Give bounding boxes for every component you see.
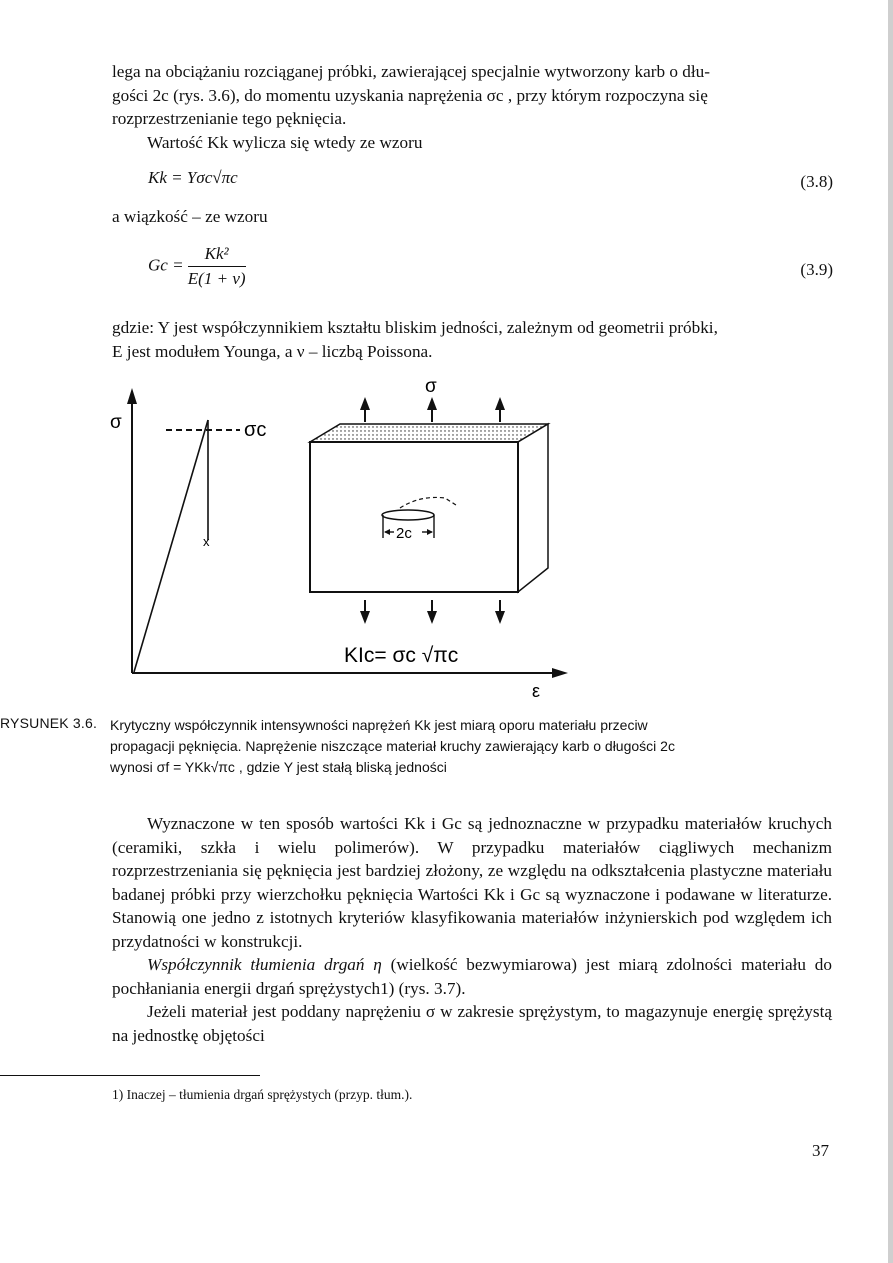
damping-description: (wielkość bezwymiarowa) jest miarą zdolności materiału do pochłaniania energii drgań sprężystych1) (rys. 3.7). [112, 955, 832, 998]
caption-line-2: propagacji pęknięcia. Naprężenie niszczące materiał kruchy zawierający karb o długości 2c [110, 738, 675, 754]
bottom-arrow-center-head [427, 611, 437, 624]
eq39-fraction [188, 244, 246, 289]
eq39-numerator: Kk² [188, 244, 246, 267]
equation-3-8: Kk = Yσc√πc [148, 168, 238, 187]
eq39-denominator: E(1 + ν) [187, 269, 246, 288]
fracture-mark: x [203, 534, 210, 549]
y-axis-label: σ [110, 412, 122, 433]
eq39-lhs: Gc = [148, 255, 184, 275]
x-axis-arrow [552, 668, 568, 678]
specimen-side-face [518, 424, 548, 592]
equation-3-9 [148, 244, 246, 289]
y-axis-arrow [127, 388, 137, 404]
crack-length-label: 2c [396, 525, 412, 542]
intro-line-4: Wartość Kk wylicza się wtedy ze wzoru [147, 132, 423, 152]
between-text: a wiązkość – ze wzoru [112, 207, 268, 226]
bottom-arrow-left-head [360, 611, 370, 624]
where-line-1: gdzie: Y jest współczynnikiem kształtu bliskim jedności, zależnym od geometrii próbki, [112, 318, 718, 337]
stress-strain-line [134, 420, 208, 672]
where-line-2: E jest modułem Younga, a ν – liczbą Poissona. [112, 341, 433, 361]
where-paragraph [112, 316, 832, 363]
body-text [112, 812, 832, 1047]
footnote-rule [0, 1075, 260, 1076]
caption-label: RYSUNEK 3.6. [0, 715, 98, 731]
figure-caption [110, 715, 840, 778]
scan-edge [888, 0, 893, 1263]
damping-term: Współczynnik tłumienia drgań η [147, 955, 382, 974]
bottom-arrow-right-head [495, 611, 505, 624]
intro-paragraph [112, 60, 832, 154]
specimen-top-face [310, 424, 548, 442]
caption-line-1: Krytyczny współczynnik intensywności naprężeń Kk jest miarą oporu materiału przeciw [110, 717, 648, 733]
intro-line-2: gości 2c (rys. 3.6), do momentu uzyskania naprężenia σc , przy którym rozpoczyna się [112, 85, 708, 105]
critical-stress-label: σc [244, 419, 267, 441]
caption-line-3: wynosi σf = YKk√πc , gdzie Y jest stałą bliską jedności [110, 759, 447, 775]
top-arrow-left-head [360, 397, 370, 410]
x-axis-label: ε [532, 681, 541, 701]
intro-line-3: rozprzestrzenianie tego pęknięcia. [112, 109, 347, 128]
kic-formula: KIc= σc √πc [344, 644, 459, 667]
body-paragraph-3: Jeżeli materiał jest poddany naprężeniu σ w zakresie sprężystym, to magazynuje energię sprężystą na jednostkę objętości [112, 1002, 832, 1045]
specimen-front-face [310, 442, 518, 592]
body-paragraph-1: Wyznaczone w ten sposób wartości Kk i Gc są jednoznaczne w przypadku materiałów kruchych (ceramiki, szkła i wielu polimerów). W przypadku materiałów ciągliwych mechanizm rozprzestrzeniania się pęknięcia jest bardziej złożony, ze względu na odkształcenia plastyczne materiału badanej próbki przy wierzchołku pęknięcia Wartości Kk i Gc są wyznaczone i podawane w literaturze. Stanowią one jedno z istotnych kryteriów klasyfikowania materiałów inżynierskich pod względem ich przydatności w konstrukcji. [112, 814, 832, 951]
intro-line-1: lega na obciążaniu rozciąganej próbki, zawierającej specjalnie wytworzony karb o dłu- [112, 62, 710, 81]
footnote: 1) Inaczej – tłumienia drgań sprężystych (przyp. tłum.). [112, 1087, 413, 1102]
page-number: 37 [812, 1141, 829, 1160]
top-arrow-center-head [427, 397, 437, 410]
top-arrow-right-head [495, 397, 505, 410]
load-label: σ [425, 376, 437, 397]
equation-number-3-8: (3.8) [800, 172, 833, 191]
equation-number-3-9: (3.9) [800, 260, 833, 279]
body-paragraph-2 [112, 953, 832, 1000]
figure-3-6 [100, 370, 580, 705]
